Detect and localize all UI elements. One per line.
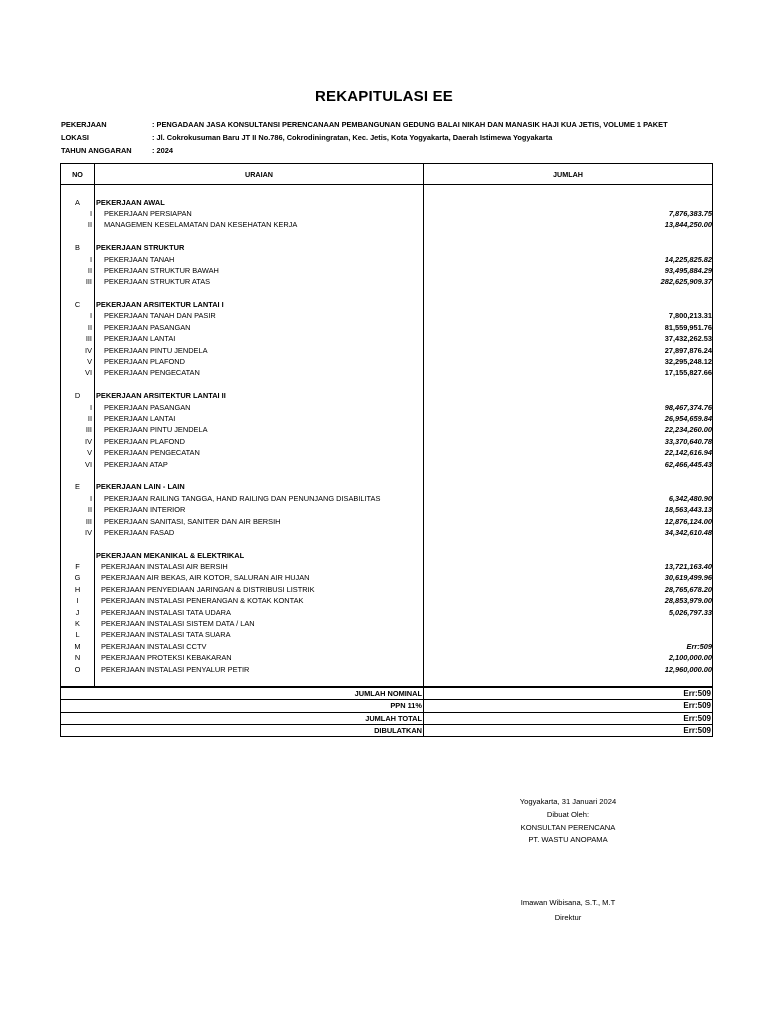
item-label: PEKERJAAN PENGECATAN (104, 448, 200, 458)
header-uraian: URAIAN (95, 164, 424, 185)
cell-no: A (61, 196, 95, 207)
item-label: PEKERJAAN STRUKTUR ATAS (104, 277, 211, 287)
table-row (61, 208, 713, 219)
table-row (61, 606, 713, 617)
sign-name: Imawan Wibisana, S.T., M.T (520, 898, 616, 907)
table-row (61, 276, 713, 287)
table-row (61, 356, 713, 367)
table-row (61, 618, 713, 629)
cell-jumlah (424, 288, 713, 299)
cell-uraian (95, 379, 424, 390)
cell-no: I (61, 310, 95, 321)
cell-no (61, 185, 95, 197)
cell-uraian (95, 344, 424, 355)
cell-uraian (95, 527, 424, 538)
table-row (61, 572, 713, 583)
cell-no: B (61, 242, 95, 253)
table-row (61, 663, 713, 674)
table-row (61, 344, 713, 355)
table-row (61, 253, 713, 264)
cell-uraian (95, 299, 424, 310)
page-title: REKAPITULASI EE (314, 88, 453, 105)
table-row (61, 219, 713, 230)
item-label: PEKERJAAN INSTALASI PENERANGAN & KOTAK KONTAK (101, 596, 304, 606)
cell-no: M (61, 641, 95, 652)
blank-row (61, 470, 713, 481)
item-label: PEKERJAAN PASANGAN (104, 322, 191, 332)
cell-jumlah: 7,800,213.31 (424, 310, 713, 321)
cell-uraian (95, 584, 424, 595)
cell-uraian (95, 208, 424, 219)
item-label: PEKERJAAN ATAP (104, 459, 168, 469)
item-label: PEKERJAAN STRUKTUR BAWAH (104, 265, 219, 275)
cell-no: II (61, 219, 95, 230)
header-no: NO (61, 164, 95, 185)
cell-uraian (95, 629, 424, 640)
cell-uraian (95, 185, 424, 197)
cell-no: K (61, 618, 95, 629)
cell-uraian (95, 481, 424, 492)
cell-uraian (95, 618, 424, 629)
item-label: PEKERJAAN PINTU JENDELA (104, 345, 208, 355)
cell-jumlah: 282,625,909.37 (424, 276, 713, 287)
cell-jumlah: 7,876,383.75 (424, 208, 713, 219)
cell-jumlah: 81,559,951.76 (424, 322, 713, 333)
cell-uraian (95, 470, 424, 481)
cell-jumlah (424, 618, 713, 629)
item-label: PEKERJAAN PINTU JENDELA (104, 425, 208, 435)
item-label: PEKERJAAN PLAFOND (104, 357, 185, 367)
cell-jumlah: 22,142,616.94 (424, 447, 713, 458)
cell-uraian (95, 390, 424, 401)
cell-no: II (61, 322, 95, 333)
cell-jumlah: 27,897,876.24 (424, 344, 713, 355)
cell-uraian (95, 572, 424, 583)
sign-made-by: Dibuat Oleh: (546, 810, 590, 819)
cell-no: D (61, 390, 95, 401)
blank-row (61, 538, 713, 549)
total-value: Err:509 (424, 712, 713, 724)
cell-jumlah (424, 675, 713, 687)
cell-uraian (95, 424, 424, 435)
cell-jumlah: Err:509 (424, 641, 713, 652)
meta-key: TAHUN ANGGARAN (61, 146, 132, 155)
meta-key: LOKASI (61, 133, 89, 142)
meta-value: : Jl. Cokrokusuman Baru JT II No.786, Cokrodiningratan, Kec. Jetis, Kota Yogyakarta, Daerah Istimewa Yogyakarta (152, 133, 553, 142)
cell-uraian (95, 641, 424, 652)
section-row (61, 390, 713, 401)
cell-jumlah: 62,466,445.43 (424, 458, 713, 469)
cell-no: L (61, 629, 95, 640)
cell-jumlah (424, 242, 713, 253)
section-label: PEKERJAAN LAIN - LAIN (96, 482, 185, 492)
cell-uraian (95, 652, 424, 663)
cell-uraian (95, 515, 424, 526)
cell-no: IV (61, 436, 95, 447)
sign-company-role: KONSULTAN PERENCANA (520, 823, 616, 832)
item-label: PEKERJAAN PROTEKSI KEBAKARAN (101, 653, 232, 663)
cell-no: III (61, 515, 95, 526)
table-row (61, 447, 713, 458)
table-row (61, 367, 713, 378)
item-label: PEKERJAAN INSTALASI TATA SUARA (101, 630, 231, 640)
cell-jumlah: 6,342,480.90 (424, 493, 713, 504)
cell-uraian (95, 493, 424, 504)
table-row (61, 333, 713, 344)
cell-uraian (95, 310, 424, 321)
cell-jumlah: 5,026,797.33 (424, 606, 713, 617)
item-label: PEKERJAAN INSTALASI AIR BERSIH (101, 562, 228, 572)
table-row (61, 584, 713, 595)
table-row (61, 561, 713, 572)
section-label: PEKERJAAN MEKANIKAL & ELEKTRIKAL (96, 550, 245, 560)
section-row (61, 550, 713, 561)
cell-jumlah: 28,853,979.00 (424, 595, 713, 606)
cell-uraian (95, 447, 424, 458)
section-row (61, 299, 713, 310)
cell-no: VI (61, 458, 95, 469)
total-label: JUMLAH NOMINAL (61, 687, 424, 700)
cell-uraian (95, 550, 424, 561)
cell-uraian (95, 265, 424, 276)
table-header-row (61, 164, 713, 185)
meta-value: : 2024 (152, 146, 173, 155)
cell-no (61, 288, 95, 299)
cell-jumlah (424, 481, 713, 492)
cell-uraian (95, 413, 424, 424)
section-label: PEKERJAAN ARSITEKTUR LANTAI I (96, 300, 224, 310)
cell-no: IV (61, 344, 95, 355)
item-label: PEKERJAAN TANAH (104, 254, 175, 264)
cell-no: C (61, 299, 95, 310)
cell-uraian (95, 242, 424, 253)
cell-uraian (95, 356, 424, 367)
item-label: PEKERJAAN PERSIAPAN (104, 208, 192, 218)
cell-no: J (61, 606, 95, 617)
cell-no: III (61, 333, 95, 344)
cell-uraian (95, 561, 424, 572)
cell-no: N (61, 652, 95, 663)
cell-no: II (61, 504, 95, 515)
section-row (61, 481, 713, 492)
cell-uraian (95, 253, 424, 264)
item-label: PEKERJAAN INSTALASI PENYALUR PETIR (101, 664, 250, 674)
cell-jumlah: 30,619,499.96 (424, 572, 713, 583)
cell-no: III (61, 276, 95, 287)
item-label: PEKERJAAN AIR BEKAS, AIR KOTOR, SALURAN AIR HUJAN (101, 573, 310, 583)
cell-uraian (95, 675, 424, 687)
cell-jumlah (424, 470, 713, 481)
cell-jumlah: 28,765,678.20 (424, 584, 713, 595)
cell-no: I (61, 595, 95, 606)
cell-uraian (95, 606, 424, 617)
item-label: PEKERJAAN TANAH DAN PASIR (104, 311, 216, 321)
cell-jumlah (424, 629, 713, 640)
item-label: PEKERJAAN LANTAI (104, 414, 176, 423)
table-row (61, 436, 713, 447)
cell-no: II (61, 265, 95, 276)
blank-row (61, 231, 713, 242)
table-row (61, 413, 713, 424)
table-row (61, 629, 713, 640)
cell-uraian (95, 504, 424, 515)
header-jumlah: JUMLAH (424, 164, 713, 185)
item-label: PEKERJAAN PENGECATAN (104, 368, 200, 378)
cell-uraian (95, 196, 424, 207)
cell-jumlah: 14,225,825.82 (424, 253, 713, 264)
item-label: PEKERJAAN INSTALASI TATA UDARA (101, 607, 231, 617)
blank-row (61, 185, 713, 197)
cell-no (61, 538, 95, 549)
cell-no: O (61, 663, 95, 674)
total-row (61, 712, 713, 724)
total-value: Err:509 (424, 687, 713, 700)
cell-jumlah: 13,721,163.40 (424, 561, 713, 572)
meta-key: PEKERJAAN (61, 120, 107, 129)
cell-jumlah: 17,155,827.66 (424, 367, 713, 378)
cell-jumlah: 12,876,124.00 (424, 515, 713, 526)
table-row (61, 322, 713, 333)
cell-no: VI (61, 367, 95, 378)
cell-uraian (95, 436, 424, 447)
cell-no: I (61, 493, 95, 504)
cell-no: II (61, 413, 95, 424)
cell-jumlah (424, 538, 713, 549)
sign-position: Direktur (554, 913, 582, 922)
cell-jumlah (424, 185, 713, 197)
cell-no: III (61, 424, 95, 435)
cell-jumlah (424, 379, 713, 390)
cell-jumlah: 37,432,262.53 (424, 333, 713, 344)
cell-jumlah: 32,295,248.12 (424, 356, 713, 367)
cell-no: G (61, 572, 95, 583)
item-label: MANAGEMEN KESELAMATAN DAN KESEHATAN KERJA (104, 220, 298, 230)
cell-uraian (95, 322, 424, 333)
cell-uraian (95, 367, 424, 378)
item-label: PEKERJAAN INSTALASI CCTV (101, 641, 207, 651)
item-label: PEKERJAAN PENYEDIAAN JARINGAN & DISTRIBUSI LISTRIK (101, 584, 315, 594)
table-row (61, 641, 713, 652)
cell-no: V (61, 447, 95, 458)
total-value: Err:509 (424, 724, 713, 736)
table-row (61, 458, 713, 469)
item-label: PEKERJAAN RAILING TANGGA, HAND RAILING DAN PENUNJANG DISABILITAS (104, 493, 381, 503)
recap-table (60, 163, 713, 737)
cell-uraian (95, 288, 424, 299)
sign-place-date: Yogyakarta, 31 Januari 2024 (519, 797, 617, 806)
table-row (61, 504, 713, 515)
cell-jumlah: 12,960,000.00 (424, 663, 713, 674)
total-label: DIBULATKAN (61, 724, 424, 736)
total-value: Err:509 (424, 700, 713, 712)
meta-value: : PENGADAAN JASA KONSULTANSI PERENCANAAN PEMBANGUNAN GEDUNG BALAI NIKAH DAN MANASIK HAJI KUA JETIS, VOLUME 1 PAKET (152, 120, 668, 129)
cell-jumlah (424, 390, 713, 401)
table-row (61, 424, 713, 435)
item-label: PEKERJAAN INSTALASI SISTEM DATA / LAN (101, 619, 255, 629)
cell-jumlah (424, 550, 713, 561)
cell-jumlah (424, 196, 713, 207)
cell-jumlah: 22,234,260.00 (424, 424, 713, 435)
table-row (61, 265, 713, 276)
cell-no: F (61, 561, 95, 572)
item-label: PEKERJAAN SANITASI, SANITER DAN AIR BERSIH (104, 516, 281, 526)
section-label: PEKERJAAN ARSITEKTUR LANTAI II (96, 391, 226, 401)
item-label: PEKERJAAN INTERIOR (104, 505, 186, 515)
total-label: JUMLAH TOTAL (61, 712, 424, 724)
cell-uraian (95, 333, 424, 344)
cell-no: E (61, 481, 95, 492)
cell-uraian (95, 231, 424, 242)
cell-uraian (95, 663, 424, 674)
total-row (61, 724, 713, 736)
blank-row (61, 288, 713, 299)
cell-no: V (61, 356, 95, 367)
cell-uraian (95, 538, 424, 549)
cell-jumlah: 13,844,250.00 (424, 219, 713, 230)
table-row (61, 310, 713, 321)
item-label: PEKERJAAN FASAD (104, 527, 175, 537)
section-label: PEKERJAAN STRUKTUR (96, 243, 185, 253)
blank-row (61, 675, 713, 687)
cell-no: IV (61, 527, 95, 538)
cell-uraian (95, 401, 424, 412)
cell-no (61, 231, 95, 242)
cell-jumlah (424, 231, 713, 242)
cell-no (61, 379, 95, 390)
blank-row (61, 379, 713, 390)
item-label: PEKERJAAN PLAFOND (104, 436, 185, 446)
cell-no: I (61, 401, 95, 412)
table-row (61, 493, 713, 504)
table-row (61, 401, 713, 412)
cell-jumlah: 93,495,884.29 (424, 265, 713, 276)
cell-no: H (61, 584, 95, 595)
cell-uraian (95, 595, 424, 606)
cell-jumlah: 98,467,374.76 (424, 401, 713, 412)
cell-no (61, 675, 95, 687)
section-row (61, 196, 713, 207)
total-row (61, 700, 713, 712)
cell-uraian (95, 219, 424, 230)
table-row (61, 527, 713, 538)
item-label: PEKERJAAN LANTAI (104, 334, 176, 344)
cell-jumlah: 34,342,610.48 (424, 527, 713, 538)
cell-jumlah (424, 299, 713, 310)
cell-no: I (61, 253, 95, 264)
cell-jumlah: 26,954,659.84 (424, 413, 713, 424)
section-label: PEKERJAAN AWAL (96, 197, 165, 207)
section-row (61, 242, 713, 253)
table-body (61, 185, 713, 737)
total-label: PPN 11% (61, 700, 424, 712)
cell-no (61, 550, 95, 561)
cell-jumlah: 18,563,443.13 (424, 504, 713, 515)
cell-no: I (61, 208, 95, 219)
total-row (61, 687, 713, 700)
table-row (61, 652, 713, 663)
cell-jumlah: 33,370,640.78 (424, 436, 713, 447)
item-label: PEKERJAAN PASANGAN (104, 402, 191, 412)
cell-jumlah: 2,100,000.00 (424, 652, 713, 663)
table-row (61, 595, 713, 606)
cell-uraian (95, 458, 424, 469)
table-row (61, 515, 713, 526)
cell-uraian (95, 276, 424, 287)
cell-no (61, 470, 95, 481)
sign-company: PT. WASTU ANOPAMA (528, 835, 608, 844)
